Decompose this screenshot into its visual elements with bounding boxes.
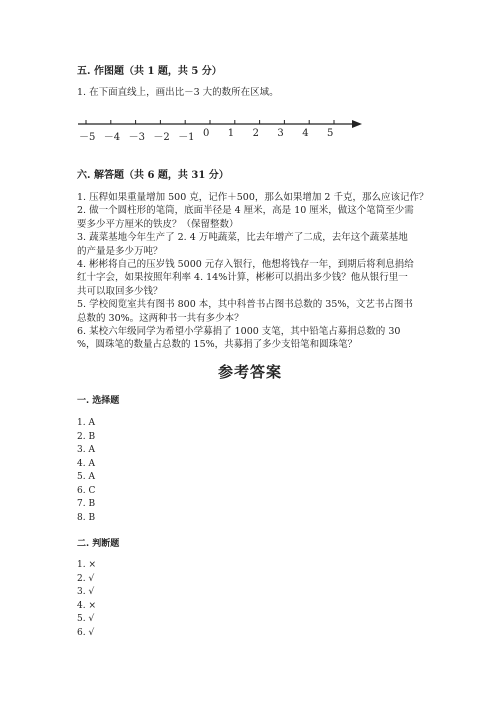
section6-line: 总数的 30%。这两种书一共有多少本？ <box>77 312 244 324</box>
section6-line: 的产量是多少万吨？ <box>77 245 163 257</box>
number-line-label: 3 <box>277 128 284 139</box>
section5-question: 1. 在下面直线上，画出比－3 大的数所在区域。 <box>77 87 279 98</box>
number-line-label: －4 <box>103 132 121 143</box>
list-item: 8. B <box>77 512 96 523</box>
list-item: 7. B <box>77 499 96 509</box>
section6-line: 共可以取回多少钱？ <box>77 285 163 297</box>
number-line-label: 2 <box>252 128 259 139</box>
answers-title: 参考答案 <box>218 363 283 381</box>
number-line-label: －3 <box>128 132 145 143</box>
list-item: 6. C <box>77 485 96 496</box>
section6-line: 4. 彬彬将自己的压岁钱 5000 元存入银行，他想将钱存一年，到期后将利息捐给 <box>77 259 414 271</box>
list-item: 6. √ <box>77 627 95 638</box>
number-line <box>76 116 366 150</box>
list-item: 4. × <box>77 600 96 611</box>
section6-line: 3. 蔬菜基地今年生产了 2. 4 万吨蔬菜，比去年增产了二成，去年这个蔬菜基地 <box>77 232 408 244</box>
number-line-label: －1 <box>178 132 195 143</box>
section6-heading: 六. 解答题（共 6 题，共 31 分） <box>77 170 229 181</box>
section6-line: 要多少平方厘米的铁皮？（保留整数） <box>77 218 239 230</box>
list-item: 1. A <box>77 418 95 428</box>
number-line-arrow <box>352 120 362 128</box>
number-line-label: －2 <box>153 132 170 143</box>
section5-heading: 五. 作图题（共 1 题，共 5 分） <box>77 66 222 77</box>
list-item: 3. √ <box>77 587 95 597</box>
list-item: 2. B <box>77 431 96 442</box>
section6-line: 红十字会，如果按照年利率 4. 14%计算，彬彬可以捐出多少钱？他从银行里一 <box>77 272 408 284</box>
list-item: 2. √ <box>77 573 95 584</box>
number-line-label: 5 <box>327 128 334 139</box>
section6-body <box>77 191 428 352</box>
number-line-label: 4 <box>302 128 309 139</box>
list-item: 1. × <box>77 560 96 570</box>
answers-part1-list <box>77 417 95 525</box>
list-item: 5. √ <box>77 614 95 624</box>
answers-part2-heading: 二. 判断题 <box>77 539 120 549</box>
number-line-label: 0 <box>203 128 210 139</box>
answers-part1-heading: 一. 选择题 <box>77 396 120 406</box>
number-line-label: 1 <box>227 128 235 139</box>
section6-line: 2. 做一个圆柱形的笔筒，底面半径是 4 厘米，高是 10 厘米，做这个笔筒至少需 <box>77 205 414 217</box>
list-item: 5. A <box>77 472 95 482</box>
section6-line: 6. 某校六年级同学为希望小学募捐了 1000 支笔，其中铅笔占募捐总数的 30 <box>77 326 401 338</box>
list-item: 4. A <box>77 458 95 469</box>
list-item: 3. A <box>77 445 95 455</box>
number-line-label: －5 <box>79 132 96 143</box>
section6-line: 1. 压稈如果重量增加 500 克，记作＋500，那么如果增加 2 千克，那么应该记作？ <box>77 192 429 203</box>
section6-line: %，圆珠笔的数量占总数的 15%，共募捐了多少支铅笔和圆珠笔？ <box>77 339 358 351</box>
answers-part2-list <box>77 559 96 640</box>
section6-line: 5. 学校阅览室共有图书 800 本，其中科普书占图书总数的 35%，文艺书占图书 <box>77 299 413 311</box>
